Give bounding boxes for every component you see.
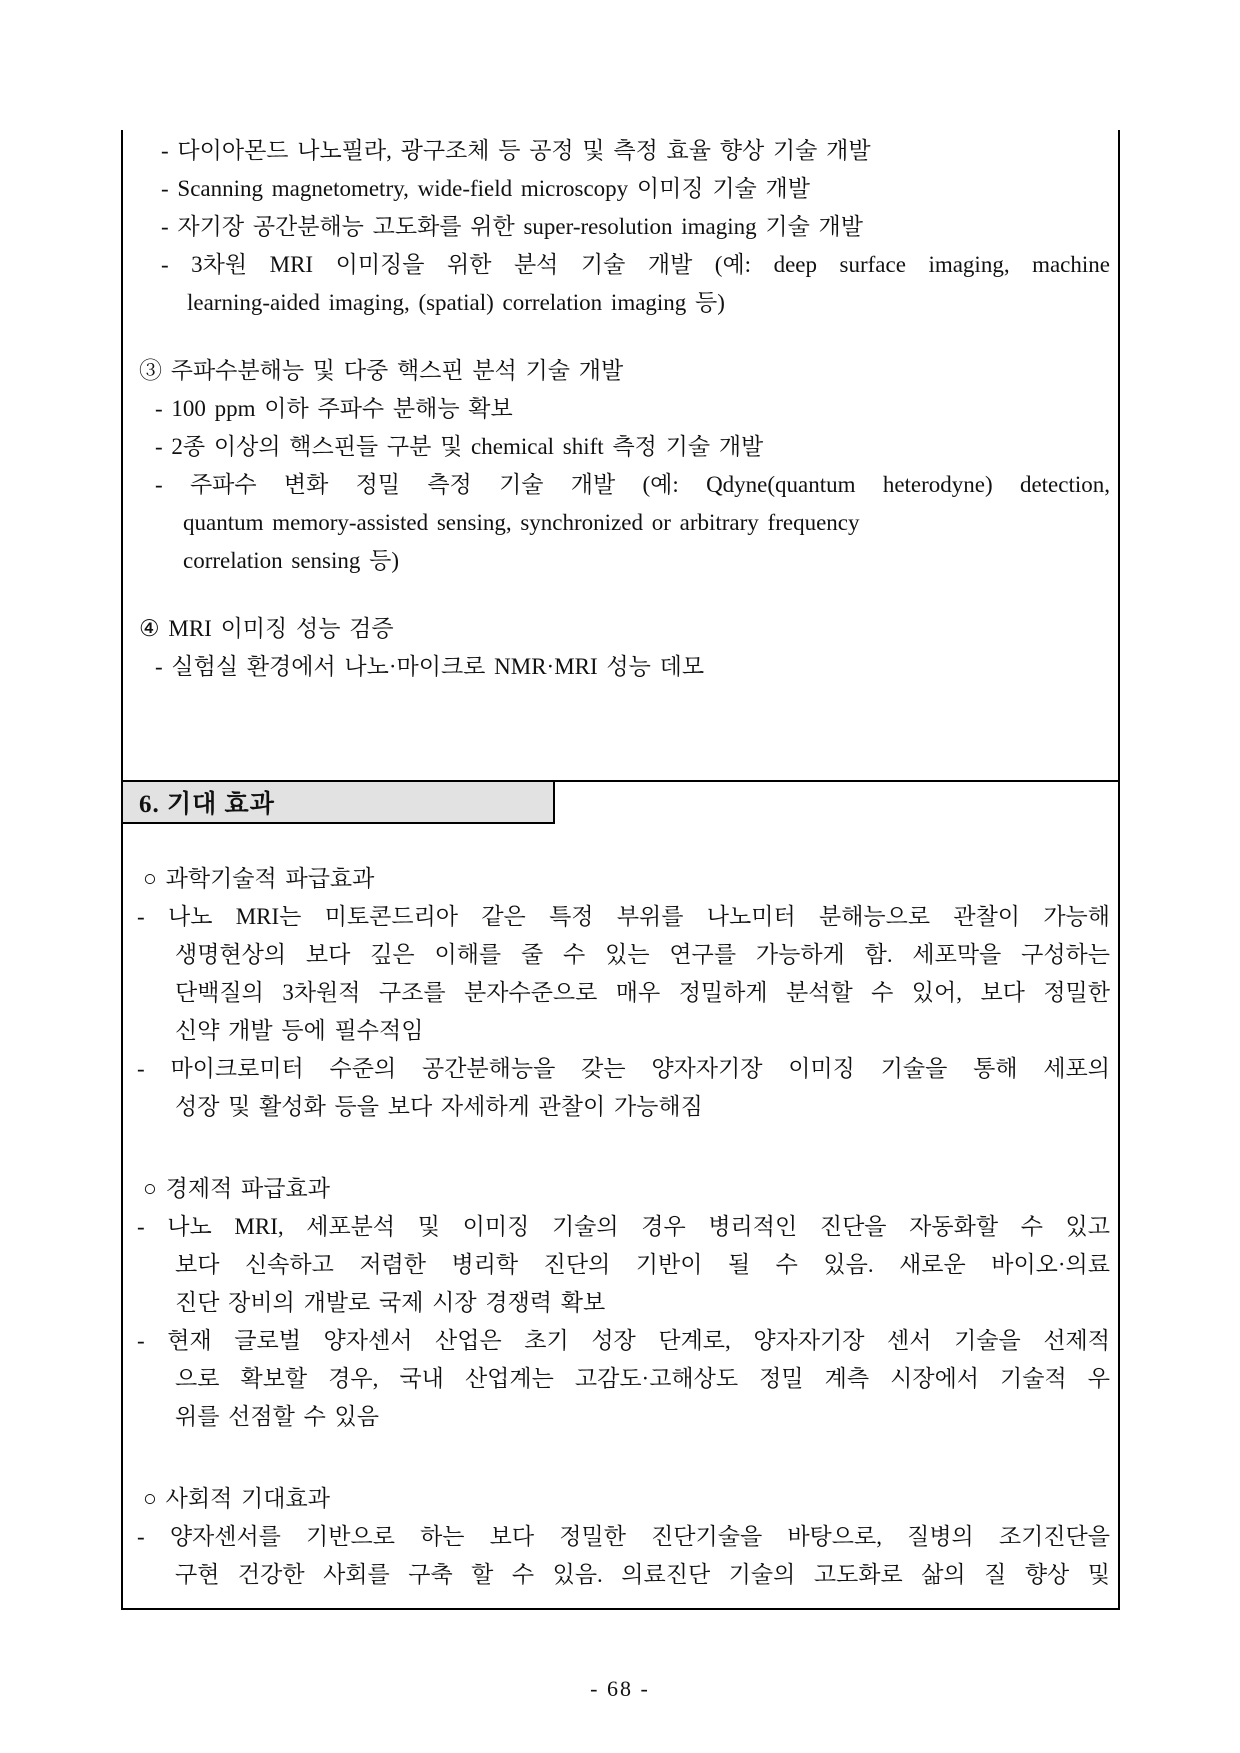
table-cell-top <box>123 130 1118 780</box>
text-line: ④ MRI 이미징 성능 검증 <box>139 616 394 641</box>
text-line: - 3차원 MRI 이미징을 위한 분석 기술 개발 (예: deep surface imaging, machine <box>161 252 1110 277</box>
text-line: - 자기장 공간분해능 고도화를 위한 super-resolution imaging 기술 개발 <box>161 214 863 239</box>
text-line: - Scanning magnetometry, wide-field microscopy 이미징 기술 개발 <box>161 176 810 201</box>
text-line: 위를 선점할 수 있음 <box>175 1404 379 1429</box>
text-line: - 나노 MRI, 세포분석 및 이미징 기술의 경우 병리적인 진단을 자동화할 수 있고 <box>137 1214 1110 1239</box>
document-table <box>121 130 1120 1610</box>
text-line: - 마이크로미터 수준의 공간분해능을 갖는 양자자기장 이미징 기술을 통해 세포의 <box>137 1056 1110 1081</box>
text-line: 신약 개발 등에 필수적임 <box>175 1018 424 1043</box>
text-line: - 현재 글로벌 양자센서 산업은 초기 성장 단계로, 양자자기장 센서 기술을 선제적 <box>137 1328 1110 1353</box>
page-number: - 68 - <box>590 1676 650 1701</box>
section6-content-cell <box>123 822 1118 1610</box>
text-line: - 양자센서를 기반으로 하는 보다 정밀한 진단기술을 바탕으로, 질병의 조기진단을 <box>137 1524 1110 1549</box>
text-line: - 다이아몬드 나노필라, 광구조체 등 공정 및 측정 효율 향상 기술 개발 <box>161 138 871 163</box>
text-line: 성장 및 활성화 등을 보다 자세하게 관찰이 가능해짐 <box>175 1094 703 1119</box>
text-line: ○ 경제적 파급효과 <box>143 1176 330 1201</box>
section6-header: 6. 기대 효과 <box>123 782 555 824</box>
text-line: quantum memory-assisted sensing, synchronized or arbitrary frequency <box>183 510 860 535</box>
text-line: - 2종 이상의 핵스핀들 구분 및 chemical shift 측정 기술 개발 <box>155 434 764 459</box>
text-line: - 주파수 변화 정밀 측정 기술 개발 (예: Qdyne(quantum heterodyne) detection, <box>155 472 1110 497</box>
text-line: 생명현상의 보다 깊은 이해를 줄 수 있는 연구를 가능하게 함. 세포막을 구성하는 <box>175 942 1110 967</box>
text-line: - 실험실 환경에서 나노·마이크로 NMR·MRI 성능 데모 <box>155 654 705 679</box>
text-line: 단백질의 3차원적 구조를 분자수준으로 매우 정밀하게 분석할 수 있어, 보다 정밀한 <box>175 980 1110 1005</box>
text-line: ○ 과학기술적 파급효과 <box>143 866 375 891</box>
text-line: ○ 사회적 기대효과 <box>143 1486 330 1511</box>
text-line: 진단 장비의 개발로 국제 시장 경쟁력 확보 <box>175 1290 606 1315</box>
text-line: 보다 신속하고 저렴한 병리학 진단의 기반이 될 수 있음. 새로운 바이오·의료 <box>175 1252 1110 1277</box>
text-line: 구현 건강한 사회를 구축 할 수 있음. 의료진단 기술의 고도화로 삶의 질 향상 및 <box>175 1562 1110 1587</box>
text-line: ③ 주파수분해능 및 다중 핵스핀 분석 기술 개발 <box>139 358 624 383</box>
text-line: 으로 확보할 경우, 국내 산업계는 고감도·고해상도 정밀 계측 시장에서 기술적 우 <box>175 1366 1110 1391</box>
text-line: correlation sensing 등) <box>183 548 399 573</box>
text-line: learning-aided imaging, (spatial) correlation imaging 등) <box>187 290 725 315</box>
section6-header-row <box>123 780 1118 822</box>
text-line: - 100 ppm 이하 주파수 분해능 확보 <box>155 396 513 421</box>
text-line: - 나노 MRI는 미토콘드리아 같은 특정 부위를 나노미터 분해능으로 관찰이 가능해 <box>137 904 1110 929</box>
